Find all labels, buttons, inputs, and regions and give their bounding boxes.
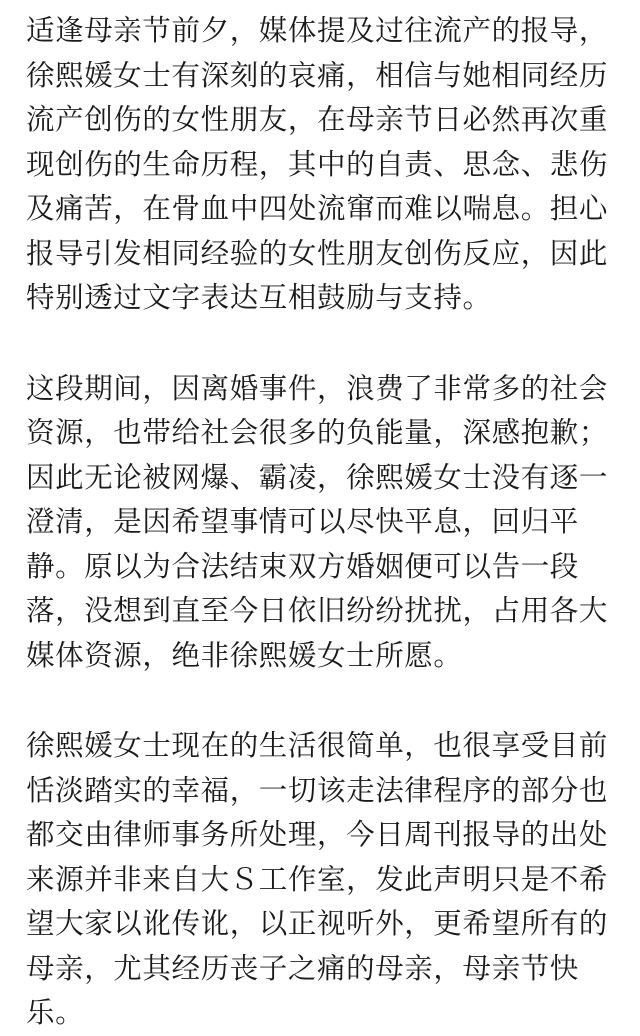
- text-line: 特别透过文字表达互相鼓励与支持。: [26, 281, 492, 314]
- text-line: 这段期间，因离婚事件，浪费了非常多的社会: [26, 371, 609, 405]
- paragraph-2: [26, 367, 626, 679]
- text-line: 徐熙媛女士现在的生活很简单，也很享受目前: [26, 729, 609, 762]
- text-line: 母亲，尤其经历丧子之痛的母亲，母亲节快: [26, 951, 579, 985]
- text-line: 恬淡踏实的幸福，一切该走法律程序的部分也: [26, 773, 609, 807]
- text-line: 静。原以为合法结束双方婚姻便可以告一段: [26, 549, 579, 583]
- text-line: 及痛苦，在骨血中四处流窜而难以喘息。担心: [26, 192, 609, 225]
- text-line: 落，没想到直至今日依旧纷纷扰扰，占用各大: [26, 594, 609, 627]
- text-line: 适逢母亲节前夕，媒体提及过往流产的报导，: [26, 14, 609, 47]
- paragraph-spacer: [26, 321, 626, 367]
- paragraph-3: [26, 724, 626, 1036]
- text-line: 澄清，是因希望事情可以尽快平息，回归平: [26, 505, 579, 538]
- text-line: 现创伤的生命历程，其中的自责、思念、悲伤: [26, 147, 609, 181]
- text-line: 媒体资源，绝非徐熙媛女士所愿。: [26, 638, 463, 672]
- text-line: 流产创伤的女性朋友，在母亲节日必然再次重: [26, 103, 609, 136]
- text-line: 望大家以讹传讹，以正视听外，更希望所有的: [26, 907, 609, 940]
- paragraph-1: [26, 9, 626, 321]
- paragraph-spacer: [26, 678, 626, 724]
- text-line: 乐。: [26, 996, 85, 1029]
- statement-document: [26, 9, 626, 1036]
- text-line: 报导引发相同经验的女性朋友创伤反应，因此: [26, 236, 609, 270]
- text-line: 来源并非来自大Ｓ工作室，发此声明只是不希: [26, 862, 609, 896]
- text-line: 因此无论被网爆、霸凌，徐熙媛女士没有逐一: [26, 460, 609, 494]
- text-line: 都交由律师事务所处理，今日周刊报导的出处: [26, 818, 609, 851]
- text-line: 资源，也带给社会很多的负能量，深感抱歉；: [26, 416, 609, 449]
- text-line: 徐熙媛女士有深刻的哀痛，相信与她相同经历: [26, 58, 609, 92]
